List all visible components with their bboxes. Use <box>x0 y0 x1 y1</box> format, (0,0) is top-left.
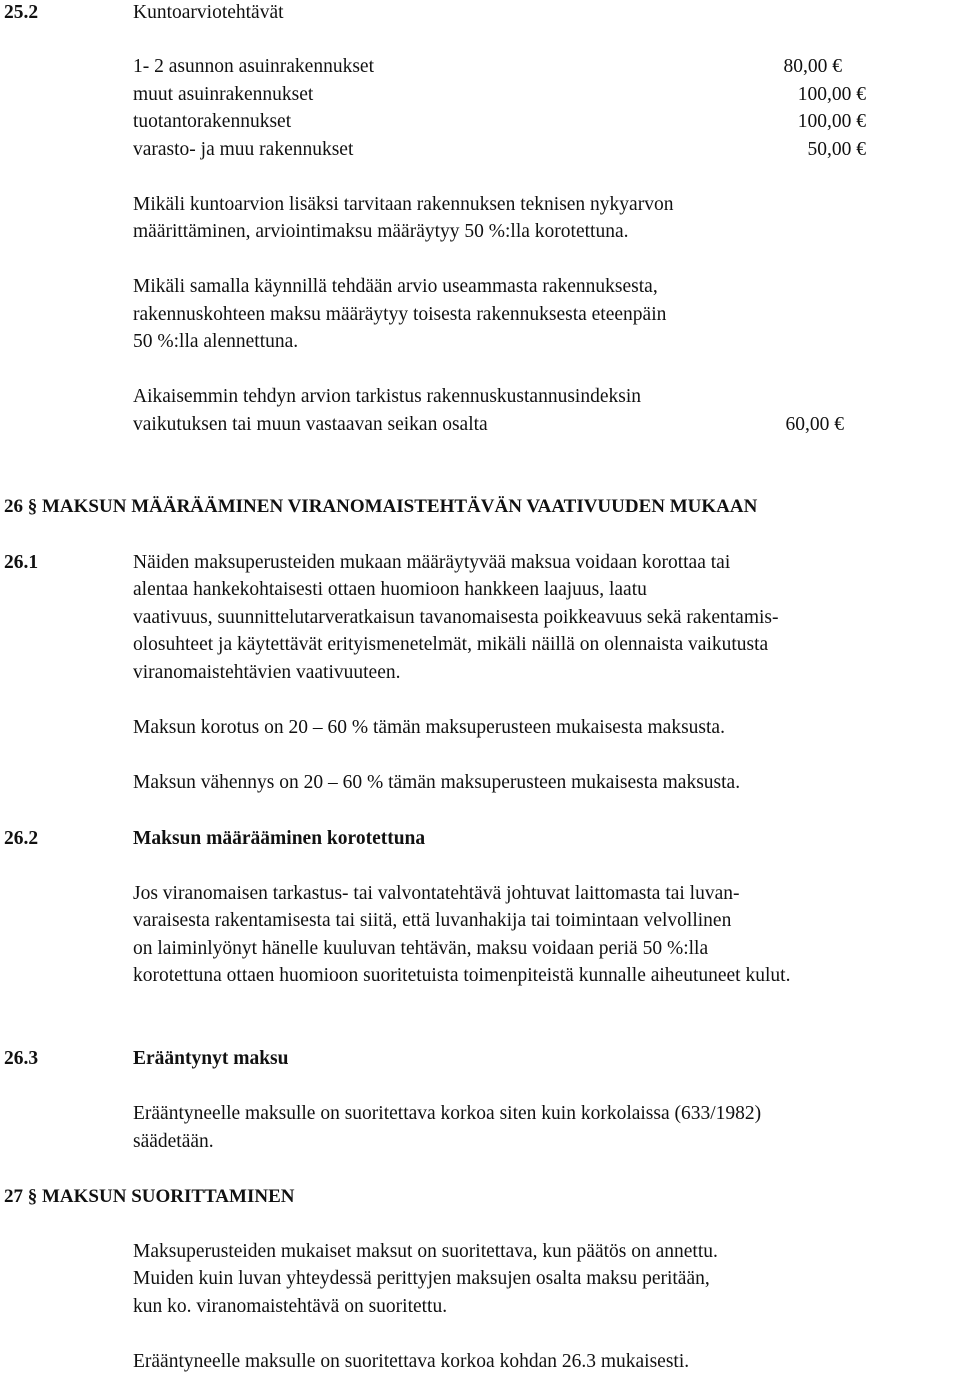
text-line: vaikutuksen tai muun vastaavan seikan osalta <box>133 414 488 435</box>
text-line: Maksuperusteiden mukaiset maksut on suoritettava, kun päätös on annettu. <box>133 1241 718 1262</box>
fee-amount: 100,00 € <box>797 111 866 132</box>
fee-amount: 60,00 € <box>785 414 844 435</box>
text-line: Muiden kuin luvan yhteydessä perittyjen maksujen osalta maksu peritään, <box>133 1268 710 1289</box>
fee-amount: 80,00 € <box>783 56 842 77</box>
text-line: 50 %:lla alennettuna. <box>133 331 299 352</box>
text-line: vaativuus, suunnittelutarveratkaisun tavanomaisesta poikkeavuus sekä rakentamis- <box>133 607 779 628</box>
text-line: viranomaistehtävien vaativuuteen. <box>133 662 401 683</box>
text-line: Näiden maksuperusteiden mukaan määräytyvää maksua voidaan korottaa tai <box>133 552 731 573</box>
fee-label: muut asuinrakennukset <box>133 84 314 105</box>
text-line: kun ko. viranomaistehtävä on suoritettu. <box>133 1296 448 1317</box>
fee-amount: 100,00 € <box>797 84 866 105</box>
fee-label: 1- 2 asunnon asuinrakennukset <box>133 56 374 77</box>
section-number-25-2: 25.2 <box>4 2 39 23</box>
text-line: rakennuskohteen maksu määräytyy toisesta rakennuksesta eteenpäin <box>133 304 667 325</box>
section-number-26-3: 26.3 <box>4 1048 39 1069</box>
paragraph-27-interest: Erääntyneelle maksulle on suoritettava korkoa kohdan 26.3 mukaisesti. <box>133 1351 690 1372</box>
section-title-26-3: Erääntynyt maksu <box>133 1048 289 1069</box>
section-heading-27: 27 § MAKSUN SUORITTAMINEN <box>4 1186 295 1207</box>
text-line: Mikäli samalla käynnillä tehdään arvio useammasta rakennuksesta, <box>133 276 658 297</box>
text-line: varaisesta rakentamisesta tai siitä, että luvanhakija tai toimintaan velvollinen <box>133 910 732 931</box>
fee-label: tuotantorakennukset <box>133 111 292 132</box>
fee-label: varasto- ja muu rakennukset <box>133 139 354 160</box>
text-line: määrittäminen, arviointimaksu määräytyy 50 %:lla korotettuna. <box>133 221 629 242</box>
section-title-26-2: Maksun määrääminen korotettuna <box>133 828 426 849</box>
text-line: Mikäli kuntoarvion lisäksi tarvitaan rakennuksen teknisen nykyarvon <box>133 194 674 215</box>
fee-amount: 50,00 € <box>807 139 866 160</box>
text-line: Jos viranomaisen tarkastus- tai valvontatehtävä johtuvat laittomasta tai luvan- <box>133 883 740 904</box>
text-line: säädetään. <box>133 1131 214 1152</box>
text-line: Aikaisemmin tehdyn arvion tarkistus rakennuskustannusindeksin <box>133 386 642 407</box>
section-number-26-2: 26.2 <box>4 828 39 849</box>
text-line: on laiminlyönyt hänelle kuuluvan tehtävän, maksu voidaan periä 50 %:lla <box>133 938 709 959</box>
section-title-25-2: Kuntoarviotehtävät <box>133 2 284 23</box>
text-line: Erääntyneelle maksulle on suoritettava korkoa siten kuin korkolaissa (633/1982) <box>133 1103 762 1124</box>
section-number-26-1: 26.1 <box>4 552 39 573</box>
text-line: olosuhteet ja käytettävät erityismenetelmät, mikäli näillä on olennaista vaikutusta <box>133 634 769 655</box>
fee-increase-text: Maksun korotus on 20 – 60 % tämän maksuperusteen mukaisesta maksusta. <box>133 717 725 738</box>
fee-decrease-text: Maksun vähennys on 20 – 60 % tämän maksuperusteen mukaisesta maksusta. <box>133 772 741 793</box>
section-heading-26: 26 § MAKSUN MÄÄRÄÄMINEN VIRANOMAISTEHTÄVÄN VAATIVUUDEN MUKAAN <box>4 496 758 517</box>
text-line: alentaa hankekohtaisesti ottaen huomioon hankkeen laajuus, laatu <box>133 579 647 600</box>
text-line: korotettuna ottaen huomioon suoritetuista toimenpiteistä kunnalle aiheutuneet kulut. <box>133 965 791 986</box>
